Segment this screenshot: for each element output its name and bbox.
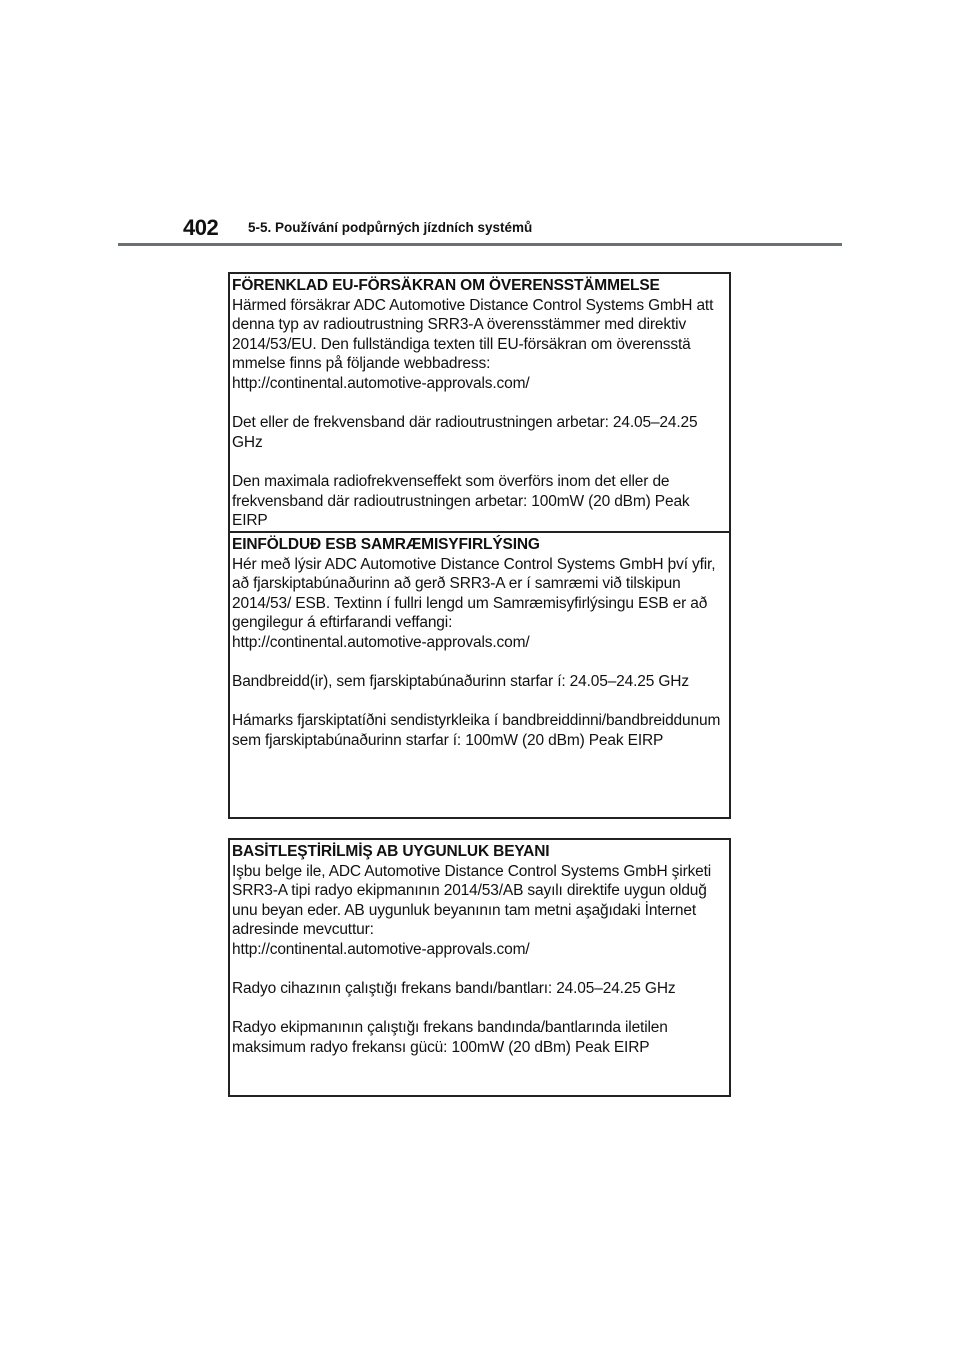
- body-line: Radyo cihazının çalıştığı frekans bandı/bantları: 24.05–24.25 GHz: [232, 980, 676, 998]
- body-line: 2014/53/ ESB. Textinn í fullri lengd um Samræmisyfirlýsingu ESB er að: [232, 594, 708, 612]
- body-line: [232, 394, 729, 414]
- url-text: http://continental.automotive-approvals.com/: [232, 633, 530, 651]
- body-line: SRR3-A tipi radyo ekipmanının 2014/53/AB sayılı direktife uygun olduğ: [232, 882, 707, 900]
- section-title: 5-5. Používání podpůrných jízdních systémů: [248, 220, 533, 235]
- body-line: Hér með lýsir ADC Automotive Distance Control Systems GmbH því yfir,: [232, 555, 716, 573]
- body-line: [232, 692, 729, 712]
- body-line: adresinde mevcuttur:: [232, 921, 374, 939]
- body-line: [232, 999, 729, 1019]
- body-line: sem fjarskiptabúnaðurinn starfar í: 100mW (20 dBm) Peak EIRP: [232, 731, 664, 749]
- body-line: maksimum radyo frekansı gücü: 100mW (20 dBm) Peak EIRP: [232, 1038, 650, 1056]
- body-line: frekvensband där radioutrustningen arbetar: 100mW (20 dBm) Peak: [232, 492, 690, 510]
- body-line: denna typ av radioutrustning SRR3-A överensstämmer med direktiv: [232, 316, 687, 334]
- declaration-icelandic: [230, 531, 729, 751]
- declaration-title: EINFÖLDUÐ ESB SAMRÆMISYFIRLÝSING: [232, 536, 540, 553]
- body-line: EIRP: [232, 512, 268, 530]
- body-line: Işbu belge ile, ADC Automotive Distance Control Systems GmbH şirketi: [232, 862, 712, 880]
- url-text: http://continental.automotive-approvals.com/: [232, 374, 530, 392]
- declaration-swedish: [230, 274, 729, 531]
- declaration-turkish: [230, 840, 729, 1058]
- url-text: http://continental.automotive-approvals.com/: [232, 940, 530, 958]
- body-line: að fjarskiptabúnaðurinn að gerð SRR3-A er í samræmi við tilskipun: [232, 575, 681, 593]
- body-line: Bandbreidd(ir), sem fjarskiptabúnaðurinn starfar í: 24.05–24.25 GHz: [232, 673, 689, 691]
- body-line: gengilegur á eftirfarandi veffangi:: [232, 614, 453, 632]
- body-line: Härmed försäkrar ADC Automotive Distance Control Systems GmbH att: [232, 296, 714, 314]
- page-number: 402: [183, 215, 219, 240]
- body-line: [232, 960, 729, 980]
- declaration-box-tr: [228, 838, 731, 1097]
- declaration-title: BASİTLEŞTİRİLMİŞ AB UYGUNLUK BEYANI: [232, 843, 550, 860]
- declaration-title: FÖRENKLAD EU-FÖRSÄKRAN OM ÖVERENSSTÄMMELSE: [232, 277, 660, 294]
- declaration-box-sv-is: [228, 272, 731, 819]
- body-line: Radyo ekipmanının çalıştığı frekans bandında/bantlarında iletilen: [232, 1019, 668, 1037]
- body-line: Hámarks fjarskiptatíðni sendistyrkleika í bandbreiddinni/bandbreiddunum: [232, 712, 721, 730]
- body-line: Den maximala radiofrekvenseffekt som överförs inom det eller de: [232, 472, 670, 490]
- body-line: unu beyan eder. AB uygunluk beyanının tam metni aşağıdaki İnternet: [232, 901, 697, 919]
- body-line: mmelse finns på följande webbadress:: [232, 355, 491, 373]
- body-line: [232, 452, 729, 472]
- body-line: [232, 653, 729, 673]
- header-rule: [118, 243, 842, 246]
- body-line: GHz: [232, 433, 263, 451]
- body-line: Det eller de frekvensband där radioutrustningen arbetar: 24.05–24.25: [232, 414, 698, 432]
- body-line: 2014/53/EU. Den fullständiga texten till EU-försäkran om överensstä: [232, 335, 691, 353]
